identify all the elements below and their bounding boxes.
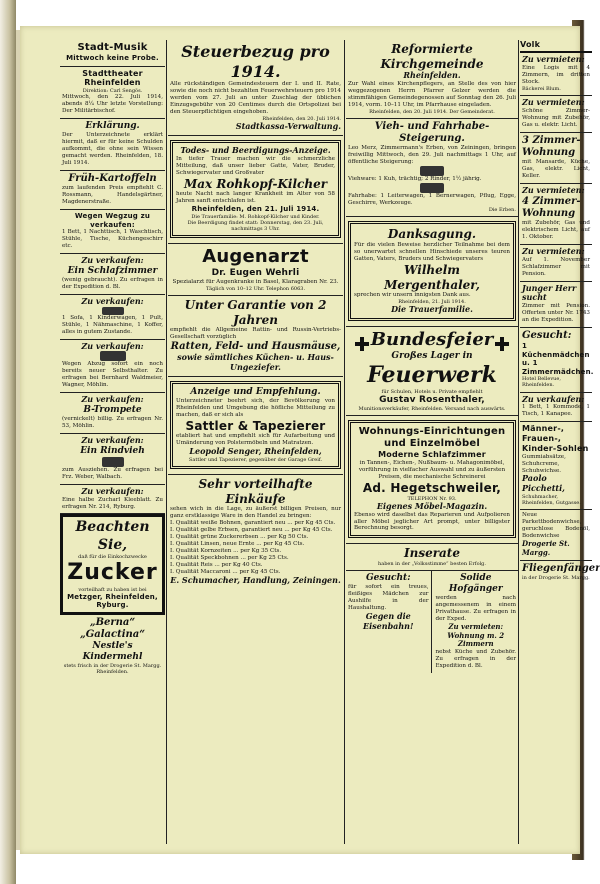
newspaper-page bbox=[20, 26, 600, 854]
ad-title: Sehr vorteilhafte Einkäufe bbox=[198, 477, 313, 506]
ad-sign: Bäckerei Blum. bbox=[522, 85, 561, 92]
feuerwerk-headline: Feuerwerk bbox=[367, 361, 497, 388]
ad-rindvieh bbox=[60, 434, 165, 485]
ad-item: Ein Schlafzimmer bbox=[67, 266, 158, 277]
ad-title: Danksagung. bbox=[387, 227, 477, 242]
ad-sign: Die Trauerfamilie. bbox=[391, 304, 473, 315]
ad-title: Gesucht: bbox=[522, 330, 572, 342]
ad-body: vorteilhaft zu haben ist bei bbox=[78, 586, 147, 593]
ad-ungeziefer bbox=[168, 296, 343, 377]
ad-zucker bbox=[60, 514, 165, 614]
ad-kirchgemeinde bbox=[346, 40, 518, 119]
ad-sign-sub: Schuhmacher, Rheinfelden, Gutgasse. bbox=[522, 493, 581, 507]
ad-item: Eigenes Möbel-Magazin. bbox=[376, 500, 488, 511]
ad-subtitle: und Einzelmöbel bbox=[384, 438, 480, 450]
ad-title: Augenarzt bbox=[202, 245, 309, 267]
ad-body: heute Nacht nach langer Krankheit im Alter von 58 Jahren sanft entschlafen ist. bbox=[176, 191, 335, 205]
ad-sign: Rheinfelden, den 20. Juli 1914. Der Gemeinderat. bbox=[369, 108, 495, 115]
ad-title: Beachten Sie, bbox=[75, 519, 150, 553]
price-list-item: I. Qualität Linsen, neue Ernte ... per Kg 45 Cts. bbox=[170, 541, 305, 548]
ad-sign: Gustav Rosenthaler, bbox=[379, 394, 485, 405]
trade-headline: Sattler & Tapezierer bbox=[185, 418, 326, 433]
ad-body: Gummiabsätze, Schuhcreme, Schuhwichse. bbox=[522, 453, 566, 474]
column-4 bbox=[520, 40, 600, 844]
column-2 bbox=[168, 40, 343, 844]
ad-sign: Leopold Senger, Rheinfelden, bbox=[189, 446, 322, 457]
ad-body: Mittwoch, den 22. Juli 1914, abends 8¼ Uhr letzte Vorstellung: Der Militärbischof. bbox=[62, 94, 163, 115]
ad-body: zum laufenden Preis empfiehlt C. Rossmann, Handelsgärtner, Magdenerstraße. bbox=[62, 185, 163, 206]
ad-subtitle: Großes Lager in bbox=[391, 351, 473, 362]
ad-title: Anzeige und Empfehlung. bbox=[190, 386, 321, 397]
price-list-item: I. Qualität Speckbohnen ... per Kg 25 Cts. bbox=[170, 555, 289, 562]
ad-place: Rheinfelden, den 20. Juli 1914. bbox=[262, 115, 341, 122]
ad-title: Zu verkaufen: bbox=[81, 394, 144, 405]
ad-verkaufen-schlafzimmer bbox=[60, 254, 165, 295]
ad-body: Eine halbe Zucharl Kleeblatt. Zu erfragen Nr. 214, Ryburg. bbox=[62, 496, 163, 510]
wagon-illustration-icon bbox=[420, 183, 444, 193]
ad-einkaeufe bbox=[168, 475, 343, 589]
ad-body: in der Drogerie St. Margg. bbox=[522, 575, 590, 582]
ad-body: haben in der „Volksstimme“ besten Erfolg. bbox=[378, 561, 486, 568]
ad-augenarzt bbox=[168, 244, 343, 296]
cow-illustration-icon bbox=[420, 166, 444, 176]
ad-kindermehl bbox=[60, 615, 165, 679]
ad-fruehkartoffeln bbox=[60, 171, 165, 210]
ad-item: Zu vermieten: Wohnung m. 2 Zimmern bbox=[447, 622, 505, 649]
ad-item: Moderne Schlafzimmer bbox=[378, 450, 486, 460]
ad-title: Fliegenfänger bbox=[522, 563, 600, 575]
ad-hofgaenger bbox=[434, 571, 519, 672]
ad-sign: Stadtkassa-Verwaltung. bbox=[235, 121, 341, 132]
ad-hours: Täglich von 10–12 Uhr. Telephon 6063. bbox=[205, 285, 306, 292]
ad-title: Zu vermieten: bbox=[522, 96, 585, 107]
ad-body: Wegen Abzug sofort ein noch bereits neuer Selbsthalter. Zu erfragen bei Bernhard Waldmeier, Wagner, Möhlin. bbox=[62, 361, 163, 389]
ad-title: Zu verkaufen: bbox=[81, 296, 144, 306]
ad-title: 4 Zimmer-Wohnung bbox=[522, 195, 581, 219]
ad-item: sowie sämtliches Küchen- u. Haus-Ungeziefer. bbox=[177, 352, 334, 373]
ad-body: Der Unterzeichnete erklärt hiermit, daß er für keine Schulden aufkommt, die ohne sein Wissen gemacht werden. Rheinfelden, 18. Juli 1914. bbox=[62, 132, 163, 167]
ad-sign: Metzger, Rheinfelden, Ryburg. bbox=[67, 592, 158, 610]
ad-body: sehen wich in die Lage, zu äußerst billigen Preisen, nur ganz erstklassige Ware in den Handel zu bringen: bbox=[170, 506, 341, 520]
ad-body: Eine Logis mit 4 Zimmern, im dritten Stock. bbox=[522, 64, 590, 85]
ad-title: Stadttheater Rheinfelden bbox=[82, 68, 143, 88]
ad-subtitle: Rheinfelden. bbox=[403, 70, 461, 81]
ad-body: Alle rückständigen Gemeindesteuern der I. und II. Rate, sowie die noch nicht bezahlten Feuerwehrsteuern pro 1914 werden vom 27. Juli an unter Zuschlag der üblichen Einzugsgebühr von 20 Centimes durch die Ortspolizei bei den Steuerpflichtigen eingehoben. bbox=[170, 81, 341, 115]
ad-body: 1 Bett, 1 Nachttisch, 1 Waschtisch, Stühle, Tische, Küchengeschirr etc. bbox=[62, 229, 163, 250]
price-list-item: I. Qualität Kornzeiten ... per Kg 35 Cts. bbox=[170, 548, 282, 555]
ad-parkett bbox=[520, 510, 592, 561]
ad-sign: Paolo Picchetti, bbox=[522, 473, 565, 494]
product-galactina: „Galactina“ bbox=[79, 628, 146, 640]
masthead: Volk bbox=[520, 40, 592, 53]
column-1 bbox=[60, 40, 165, 844]
swiss-cross-icon bbox=[495, 337, 509, 351]
ad-verkaufen-selbsthalter bbox=[60, 340, 165, 394]
ad-body: Zur Wahl eines Kirchenpflegers, an Stelle des von hier weggezogenen Herrn Pfarrer Gelzer werden die stimmfähigen Gemeindegenossen auf Sonntag den 26. Juli 1914, vorm. 10–11 Uhr, im Pfarrhause eingeladen. bbox=[348, 81, 516, 108]
ad-body: Neue Parkettbodenwichse, geruchlose Bodenöl, Bodenwichse bbox=[522, 512, 590, 540]
ad-items: Fahrhabe: 1 Leiterwagen, 1 Bernerwagen, Pflug, Egge, Geschirre, Werkzeuge. bbox=[348, 193, 516, 207]
ad-body: Zimmer mit Pension. Offerten unter Nr. 1743 an die Expedition. bbox=[522, 303, 590, 324]
ad-body: mit Zubehör, Gas und elektrischem Licht, auf 1. Oktober. bbox=[522, 219, 590, 240]
ad-body: Die Beerdigung findet statt: Donnerstag, den 23. Juli, nachmittags 3 Uhr. bbox=[187, 219, 324, 232]
ad-body: Spezialarzt für Augenkranke in Basel, Klaragraben Nr. 23. bbox=[172, 278, 339, 285]
ad-sign: Ad. Hegetschweiler, bbox=[362, 481, 502, 496]
ad-body: (wenig gebraucht). Zu erfragen in der Expedition d. Bl. bbox=[62, 277, 163, 291]
ad-kauf-klee bbox=[60, 485, 165, 515]
ad-body: Ebenso wird daselbst das Reparieren und Aufpolieren aller Möbel jeglicher Art prompt, unter billigster Berechnung besorgt. bbox=[354, 511, 510, 532]
ad-title: Männer-, Frauen-, Kinder-Sohlen bbox=[522, 424, 589, 453]
ad-body: Auf 1. November Schlafzimmer mit Pension. bbox=[522, 256, 590, 277]
ad-body: Schöne Zimmer-Wohnung mit Zubehör, Gas u. elektr. Licht. bbox=[522, 107, 590, 128]
deceased-name: Max Rohkopf-Kilcher bbox=[183, 176, 328, 191]
price-list-item: I. Qualität gelbe Erbsen, garantiert neu ... per Kg 45 Cts. bbox=[170, 527, 333, 534]
ad-subtitle: Direktion: Carl Sengös. bbox=[82, 88, 143, 95]
ad-moebel bbox=[346, 416, 518, 545]
price-list-item: I. Qualität Maccaroni ... per Kg 45 Cts. bbox=[170, 569, 281, 576]
price-list-item: I. Qualität weiße Bohnen, garantiert neu ... per Kg 45 Cts. bbox=[170, 520, 336, 527]
ad-body: In tiefer Trauer machen wir die schmerzliche Mitteilung, daß unser lieber Gatte, Vater, Bruder, Schwiegervater und Großvater bbox=[176, 155, 335, 176]
zucker-headline: Zucker bbox=[67, 559, 158, 585]
ad-body: für sofort ein treues, fleißiges Mädchen zur Aushilfe in der Haushaltung. bbox=[348, 584, 429, 612]
swiss-cross-icon bbox=[355, 337, 369, 351]
ad-sattler bbox=[168, 377, 343, 475]
price-list-item: I. Qualität grüne Zuckererbsen ... per Kg 50 Cts. bbox=[170, 534, 309, 541]
ad-4-zimmer bbox=[520, 184, 592, 245]
ad-gesucht-hotel bbox=[520, 328, 592, 393]
column-3 bbox=[346, 40, 518, 844]
ad-trompete bbox=[60, 393, 165, 434]
ad-place: Rheinfelden, 21. Juli 1914. bbox=[398, 299, 466, 306]
ad-body: stets frisch in der Drogerie St. Margg. Rheinfelden. bbox=[63, 663, 162, 676]
ad-title: Inserate bbox=[403, 546, 460, 561]
ad-subtitle: daß für die Einkochzwecke bbox=[78, 553, 147, 560]
ad-vermieten-4 bbox=[520, 245, 592, 282]
ad-sign: E. Schumacher, Handlung, Zeiningen. bbox=[170, 575, 341, 586]
ad-body: nebst Küche und Zubehör. Zu erfragen in der Expedition d. Bl. bbox=[435, 648, 516, 669]
ad-title: Wohnungs-Einrichtungen bbox=[358, 425, 506, 437]
ad-subtitle: Mittwoch keine Probe. bbox=[66, 54, 159, 63]
ad-body: Leo Merz, Zimmermann's Erben, von Zeiningen, bringen freiwillig Mittwoch, den 29. Juli nachmittags 1 Uhr, auf öffentliche Steigerung: bbox=[348, 145, 516, 166]
ad-body: empfiehlt die Allgemeine Rattin- und Russin-Vertriebs-Gesellschaft vorzüglich bbox=[170, 327, 341, 341]
ad-verkaufen-moebel bbox=[520, 393, 592, 423]
ad-body: (vernickelt) billig. Zu erfragen Nr. 53, Möhlin. bbox=[62, 416, 163, 430]
ad-erklaerung bbox=[60, 119, 165, 171]
ad-title: Todes- und Beerdigungs-Anzeige. bbox=[180, 144, 331, 155]
ad-body: zum Ausziehen. Zu erfragen bei Frz. Weber, Walbach. bbox=[62, 466, 163, 480]
ad-title: Reformierte Kirchgemeinde bbox=[380, 42, 484, 71]
ad-sign: Drogerie St. Margg. bbox=[522, 539, 570, 557]
ad-title: Wegen Wegzug zu verkaufen: bbox=[74, 212, 151, 229]
ad-title: Vieh- und Fahrhabe-Steigerung. bbox=[374, 121, 490, 145]
ad-stadttheater bbox=[60, 67, 165, 120]
ad-viehsteigerung bbox=[346, 119, 518, 217]
ad-danksagung bbox=[346, 217, 518, 327]
ad-title: Steuerbezug pro 1914. bbox=[181, 42, 330, 81]
ad-item: B-Trompete bbox=[83, 405, 142, 416]
ad-sign: Die Erben. bbox=[488, 207, 516, 214]
ad-body: 1 Bett, 1 Kommode, 1 Tisch, 1 Kanapee. bbox=[522, 404, 590, 418]
ad-body: 1 Küchenmädchen u. 1 Zimmermädchen. bbox=[522, 342, 594, 376]
ad-body: für Schulen, Hotels u. Private empfiehlt bbox=[381, 388, 483, 395]
ad-sohlen bbox=[520, 422, 592, 510]
ad-phone: TELEPHON Nr. 93. bbox=[407, 495, 457, 502]
ad-place: Rheinfelden, den 21. Juli 1914. bbox=[191, 205, 320, 214]
ad-title: Bundesfeier bbox=[370, 329, 494, 351]
ad-vermieten-1 bbox=[520, 53, 592, 96]
ad-title: Gesucht: bbox=[365, 573, 411, 584]
ad-item: Gegen die Eisenbahn! bbox=[363, 611, 414, 631]
small-ads-row bbox=[346, 571, 518, 672]
ad-title: Zu verkaufen: bbox=[522, 393, 585, 404]
price-list bbox=[170, 520, 341, 576]
ad-sign-sub: Munitionsverkäufer, Rheinfelden. Versand nach auswärts. bbox=[358, 405, 506, 412]
ad-title: Unter Garantie von 2 Jahren bbox=[184, 297, 327, 327]
ad-title: Zu verkaufen: bbox=[81, 435, 144, 446]
ad-body: etabliert hat und empfiehlt sich für Aufarbeitung und Umänderung von Polstermöbeln und Matratzen. bbox=[176, 433, 335, 447]
doctor-name: Dr. Eugen Wehrli bbox=[211, 267, 300, 278]
ad-title: 3 Zimmer-Wohnung bbox=[522, 134, 581, 158]
ad-steuerbezug bbox=[168, 40, 343, 136]
ad-vermieten-2 bbox=[520, 96, 592, 133]
ad-body: sprechen wir unsern innigsten Dank aus. bbox=[354, 292, 471, 299]
ad-body: 1 Sofa, 1 Kinderwagen, 1 Pult, Stühle, 1 Nähmaschine, 1 Koffer, alles in gutem Zustande. bbox=[62, 314, 163, 335]
ad-body: Unterzeichneter beehrt sich, der Bevölkerung von Rheinfelden und Umgebung die höfliche Mitteilung zu machen, daß er sich als bbox=[176, 397, 335, 418]
ad-subtitle: Zu vermieten: bbox=[522, 184, 585, 195]
ad-title: Zu verkaufen: bbox=[81, 340, 144, 351]
plough-illustration-icon bbox=[100, 351, 126, 361]
ad-sign: Die Trauerfamilie: M. Rohkopf-Kilcher und Kinder. bbox=[191, 213, 320, 220]
ad-fliegenfaenger bbox=[520, 561, 600, 584]
ad-title: Zu verkaufen: bbox=[81, 255, 144, 266]
ad-verkaufen-sofa bbox=[60, 295, 165, 340]
ad-title: Solide Hofgänger bbox=[448, 573, 503, 595]
ad-bundesfeier bbox=[346, 327, 518, 416]
ad-gesucht bbox=[346, 571, 432, 672]
ad-3-zimmer bbox=[520, 133, 592, 184]
book-binding bbox=[0, 0, 16, 884]
ad-junger-herr bbox=[520, 282, 592, 328]
ad-title: Zu verkaufen: bbox=[81, 485, 144, 496]
ad-body: mit Mansarde, Küche, Gas, elektr. Licht, Keller. bbox=[522, 158, 590, 179]
ad-todesanzeige bbox=[168, 136, 343, 244]
price-list-item: I. Qualität Reis ... per Kg 40 Cts. bbox=[170, 562, 263, 569]
ad-title: Erklärung. bbox=[85, 121, 140, 132]
ad-body: Für die vielen Beweise herzlicher Teilnahme bei dem so unerwartet schnellen Hinschiede unseres teuren Gatten, Vaters, Bruders und Schwiegervaters bbox=[354, 242, 510, 262]
ad-stadt-musik bbox=[60, 40, 165, 67]
furniture-illustration-icon bbox=[102, 307, 124, 315]
product-berna: „Berna“ bbox=[89, 616, 136, 628]
product-nestle: Nestle's Kindermehl bbox=[82, 641, 143, 663]
ad-body: werden nach angemessenem in einem Privathause. Zu erfragen in der Exped. bbox=[435, 595, 516, 623]
ad-inserate bbox=[346, 544, 518, 571]
ad-sign-sub: Sattler und Tapezierer, gegenüber der Garage Greif. bbox=[188, 457, 323, 464]
ad-title: Stadt-Musik bbox=[77, 42, 148, 53]
ad-title: Zu vermieten: bbox=[522, 54, 585, 64]
deceased-name: Wilhelm Mergenthaler, bbox=[384, 262, 480, 292]
ad-items: Viehware: 1 Kuh, trächtig; 2 Rinder, 1½ jährig. bbox=[348, 176, 482, 183]
cow-illustration-icon bbox=[102, 457, 124, 467]
ad-item: Ein Rindvieh bbox=[80, 445, 145, 456]
ad-title: Junger Herr sucht bbox=[522, 282, 577, 303]
ad-item: Ratten, Feld- und Hausmäuse, bbox=[170, 341, 341, 353]
ad-title: Früh-Kartoffeln bbox=[68, 173, 157, 185]
ad-sign: Hotel Bellevue, Rheinfelden. bbox=[522, 376, 561, 389]
ad-body: in Tannen-, Eichen-, Nußbaum- u. Mahagonimöbel, vorführung in vielfacher Auswahl und zu äußersten Preisen, die mechanische Schreinerei bbox=[358, 460, 506, 481]
ad-wegzug bbox=[60, 210, 165, 254]
ad-title: Zu vermieten: bbox=[522, 245, 585, 256]
